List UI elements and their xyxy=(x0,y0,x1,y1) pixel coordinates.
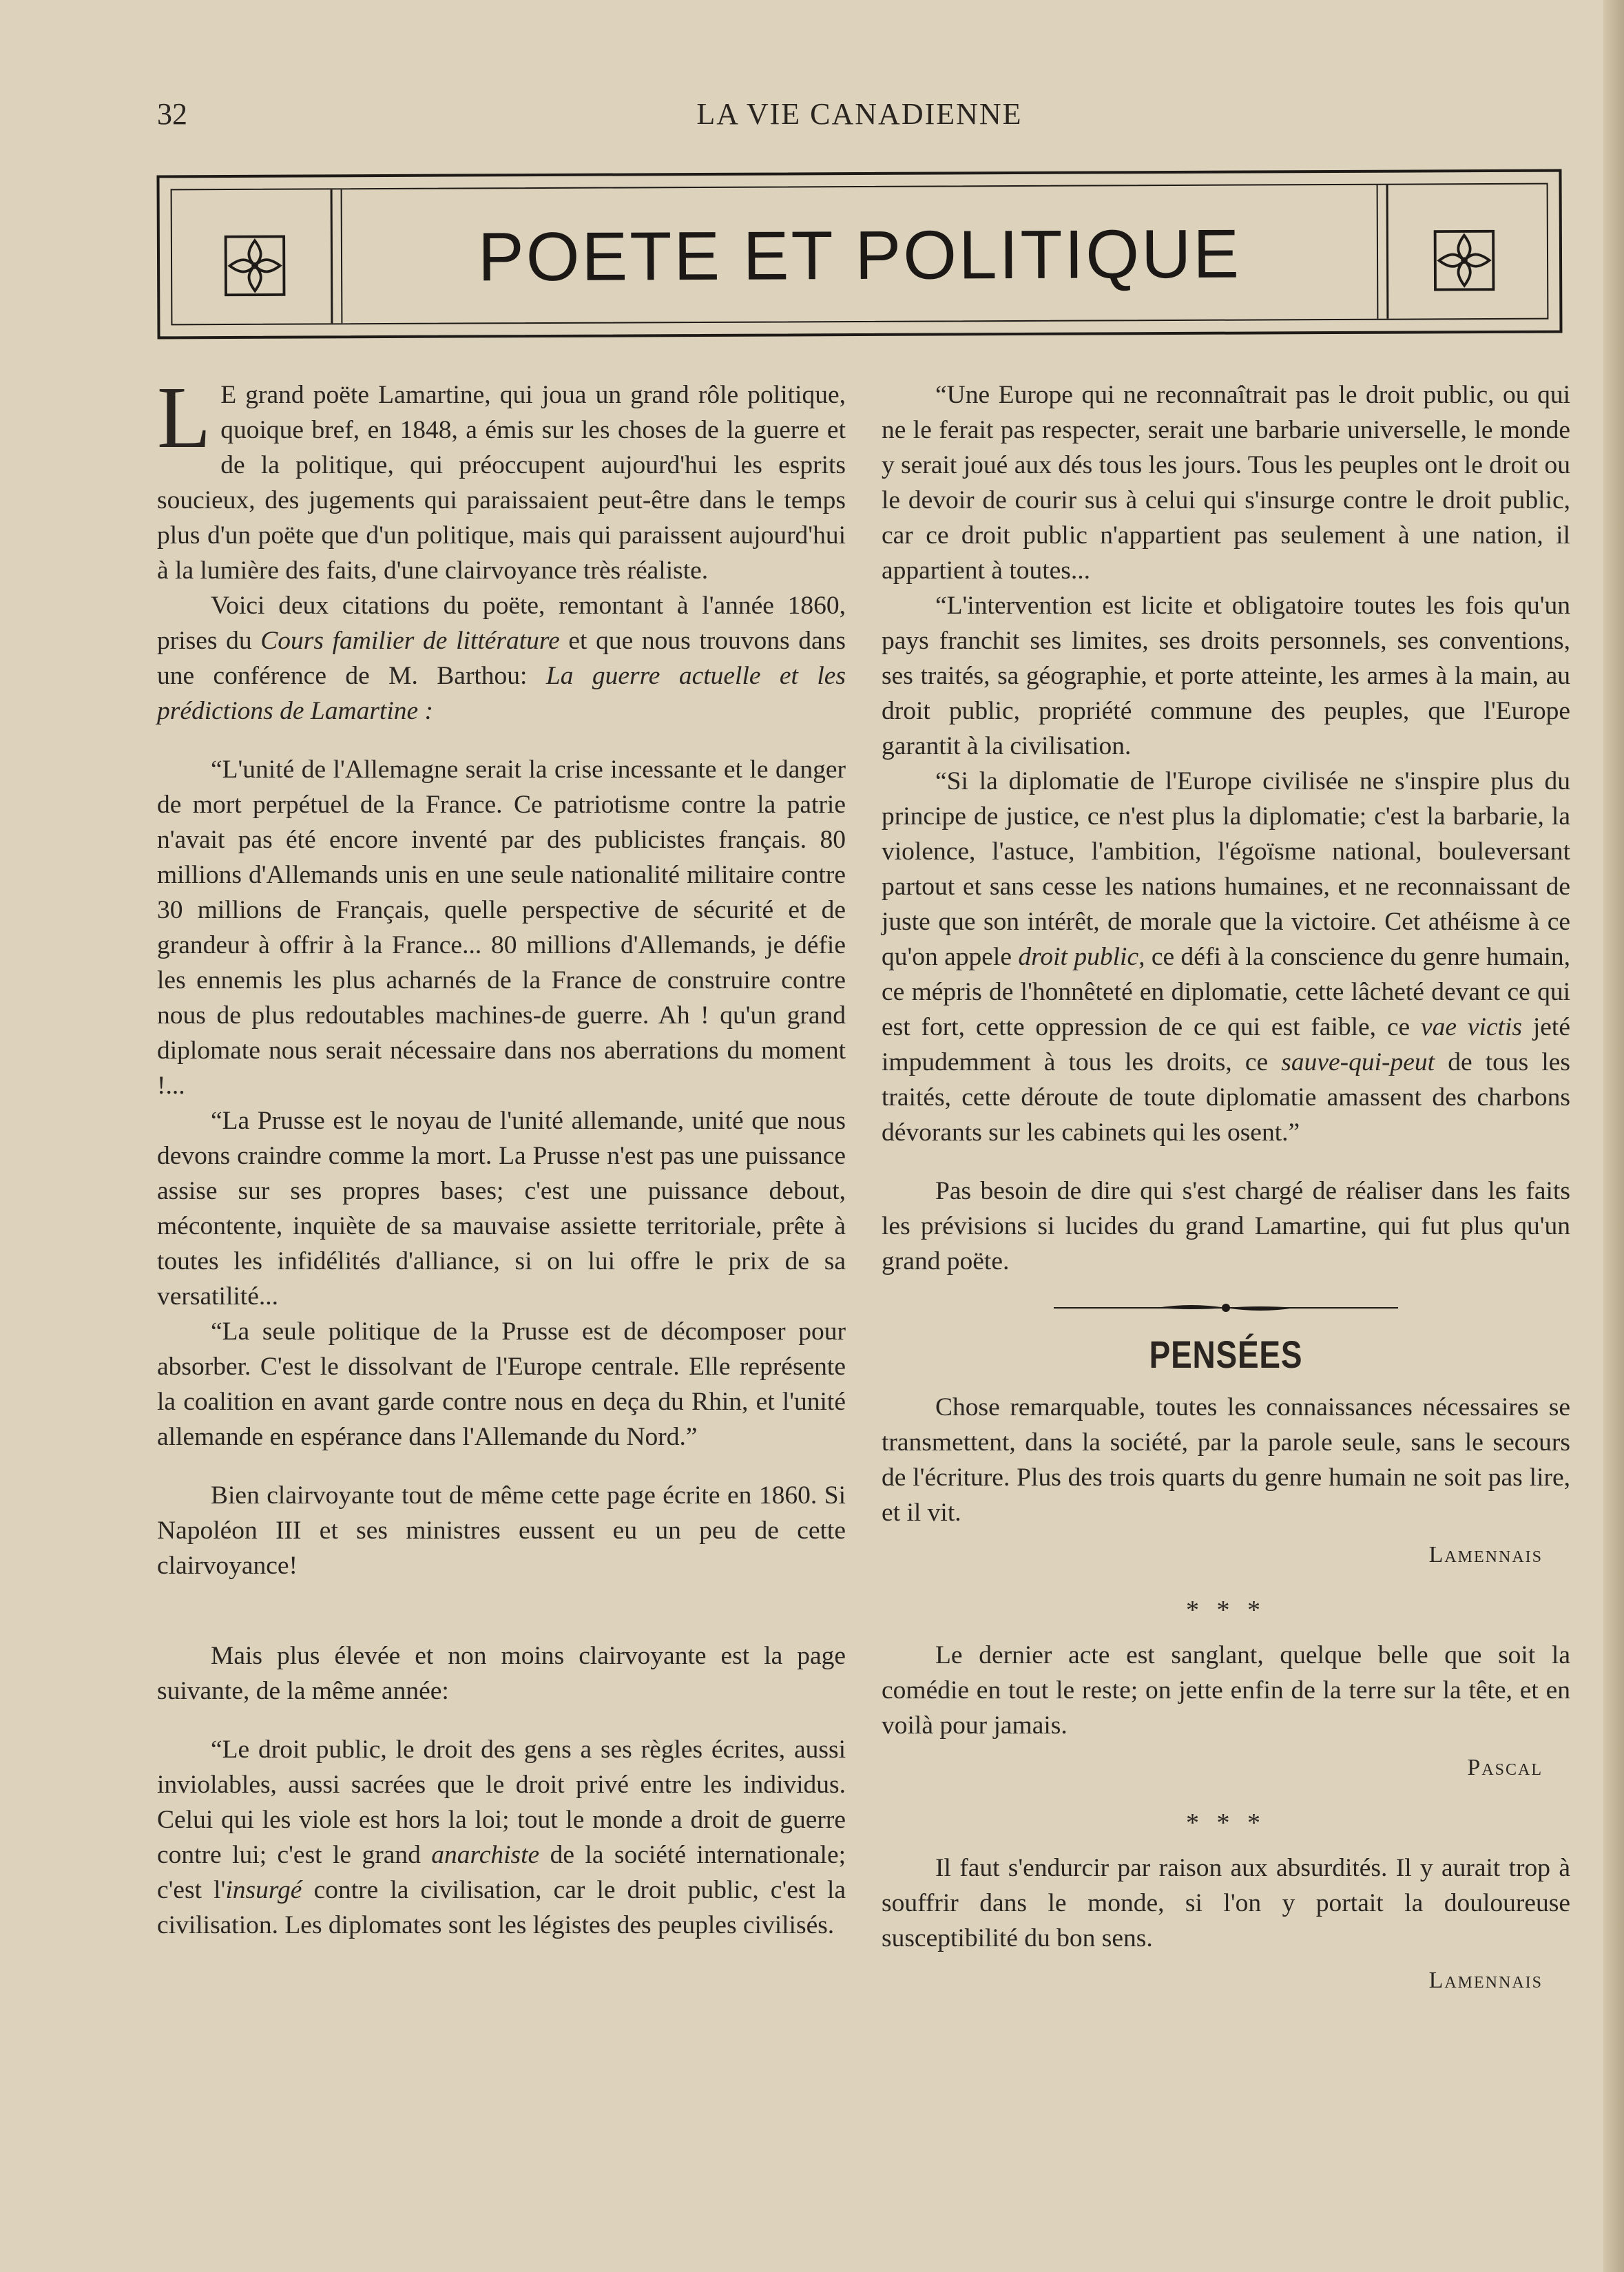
magazine-title: LA VIE CANADIENNE xyxy=(696,97,1023,131)
quotation: “Une Europe qui ne reconnaîtrait pas le droit public, ou qui ne le ferait pas respecter, serait une barbarie universelle, le monde y serait joué aux dés tous les jours. Tous les peuples ont le droit ou le devoir de courir sus à celui qui s'insurge contre le droit public, car ce droit public n'appartient pas seulement à une nation, il appartient à toutes... xyxy=(882,381,1570,585)
running-head xyxy=(157,96,1562,138)
maxim-text: Le dernier acte est sanglant, quelque belle que soit la comédie en tout le reste; on jette enfin de la terre sur la tête, et en voilà pour jamais. xyxy=(882,1641,1570,1740)
drop-cap: L xyxy=(157,368,211,466)
maxim-author: Lamennais xyxy=(1428,1968,1543,1993)
quatrefoil-ornament-icon xyxy=(222,233,288,299)
maxim-text: Il faut s'endurcir par raison aux absurdités. Il y aurait trop à souffrir dans le monde, si l'on y portait la douloureuse susceptibilité du bon sens. xyxy=(882,1854,1570,1952)
maxim-text: Chose remarquable, toutes les connaissances nécessaires se transmettent, dans la société, par la parole seule, sans le secours de l'écriture. Plus des trois quarts du genre humain ne soit pas lire, et il vit. xyxy=(882,1393,1570,1527)
title-banner xyxy=(156,169,1562,340)
quatrefoil-ornament-icon xyxy=(1431,227,1497,293)
article-title: POETE ET POLITIQUE xyxy=(477,215,1242,296)
quotation: “Si la diplomatie de l'Europe civilisée ne s'inspire plus du principe de justice, ce n'est plus la diplomatie; c'est la barbarie, la violence, l'astuce, l'ambition, l'égoïsme national, bouleversant partout et sans cesse les nations humaines, et ne reconnaissant de juste que son intérêt, de morale que la victoire. Cet athéisme à ce qu'on appele droit public, ce défi à la conscience du genre humain, ce mépris de l'honnêteté en diplomatie, cette lâcheté devant ce qui est fort, cette oppression de ce qui est faible, ce vae victis jeté impudemment à tous les droits, ce sauve-qui-peut de tous les traités, cette déroute de toute diplomatie amassent des charbons dévorants sur les cabinets qui les osent.” xyxy=(882,767,1571,1147)
lecture-title: La guerre actuelle et les prédictions de Lamartine : xyxy=(157,662,846,725)
maxim-author: Pascal xyxy=(1467,1755,1543,1780)
page-number: 32 xyxy=(157,97,187,131)
closing-paragraph: Pas besoin de dire qui s'est chargé de réaliser dans les faits les prévisions si lucides du grand Lamartine, qui fut plus qu'un grand poëte. xyxy=(882,1177,1570,1275)
maxim-author: Lamennais xyxy=(1428,1542,1543,1567)
right-column xyxy=(882,377,1570,1998)
quotation: “La Prusse est le noyau de l'unité allemande, unité que nous devons craindre comme la mort. La Prusse n'est pas une puissance assise sur ses propres bases; c'est une puissance debout, mécontente, inquiète de sa mauvaise assiette territoriale, prête à toutes les infidélités d'alliance, si on lui offre le prix de sa versatilité... xyxy=(157,1107,846,1311)
paragraph: Mais plus élevée et non moins clairvoyante est la page suivante, de la même année: xyxy=(157,1642,846,1705)
quotation: “La seule politique de la Prusse est de décomposer pour absorber. C'est le dissolvant de l'Europe centrale. Elle représente la coalition en avant garde contre nous en deça du Rhin, et l'unité allemande en espérance dans l'Allemande du Nord.” xyxy=(157,1317,846,1451)
quotation: “Le droit public, le droit des gens a ses règles écrites, aussi inviolables, aussi sacrées que le droit privé entre les individus. Celui qui les viole est hors la loi; tout le monde a droit de guerre contre lui; c'est le grand anarchiste de la société internationale; c'est l'insurgé contre la civilisation, car le droit public, c'est la civilisation. Les diplomates sont les légistes des peuples civilisés. xyxy=(157,1736,846,1939)
banner-divider-right xyxy=(1377,185,1389,319)
title-banner-inner xyxy=(171,183,1549,326)
intro-paragraph: L E grand poëte Lamartine, qui joua un grand rôle politique, quoique bref, en 1848, a émis sur les choses de la guerre et de la politique, qui préoccupent aujourd'hui les esprits soucieux, des jugements qui paraissaient peut-être dans le temps plus d'un poëte que d'un politique, mais qui paraissent aujourd'hui à la lumière des faits, d'une clairvoyance très réaliste. xyxy=(157,368,846,585)
work-title: Cours familier de littérature xyxy=(260,627,560,655)
page-edge xyxy=(1603,0,1624,2272)
banner-divider-left xyxy=(331,189,343,323)
left-column xyxy=(157,368,846,1943)
paragraph: Bien clairvoyante tout de même cette page écrite en 1860. Si Napoléon III et ses ministres eussent eu un peu de cette clairvoyance! xyxy=(157,1481,846,1580)
ornamental-rule-icon xyxy=(1054,1300,1398,1316)
pensees-heading: PENSÉES xyxy=(1149,1333,1303,1376)
quotation: “L'intervention est licite et obligatoire toutes les fois qu'un pays franchit ses limites, ses droits personnels, ses conventions, ses traités, sa géographie, et porte atteinte, les armes à la main, au droit public, propriété commune des peuples, que l'Europe garantit à la civilisation. xyxy=(882,592,1570,760)
asterism: * * * xyxy=(1186,1596,1266,1625)
quotation: “L'unité de l'Allemagne serait la crise incessante et le danger de mort perpétuel de la France. Ce patriotisme contre la patrie n'avait pas été encore inventé par des publicistes français. 80 millions d'Allemands unis en une seule nationalité militaire contre 30 millions de Français, quelle perspective de sécurité et de grandeur à offrir à la France... 80 millions d'Allemands, je défie les ennemis les plus acharnés de la France de construire contre nous de plus redoutables machines-de guerre. Ah ! qu'un grand diplomate nous serait nécessaire dans nos aberrations du moment !... xyxy=(157,755,846,1100)
asterism: * * * xyxy=(1186,1809,1266,1837)
paragraph: Voici deux citations du poëte, remontant à l'année 1860, prises du Cours familier de littérature et que nous trouvons dans une conférence de M. Barthou: La guerre actuelle et les prédictions de Lamartine : xyxy=(157,592,846,725)
